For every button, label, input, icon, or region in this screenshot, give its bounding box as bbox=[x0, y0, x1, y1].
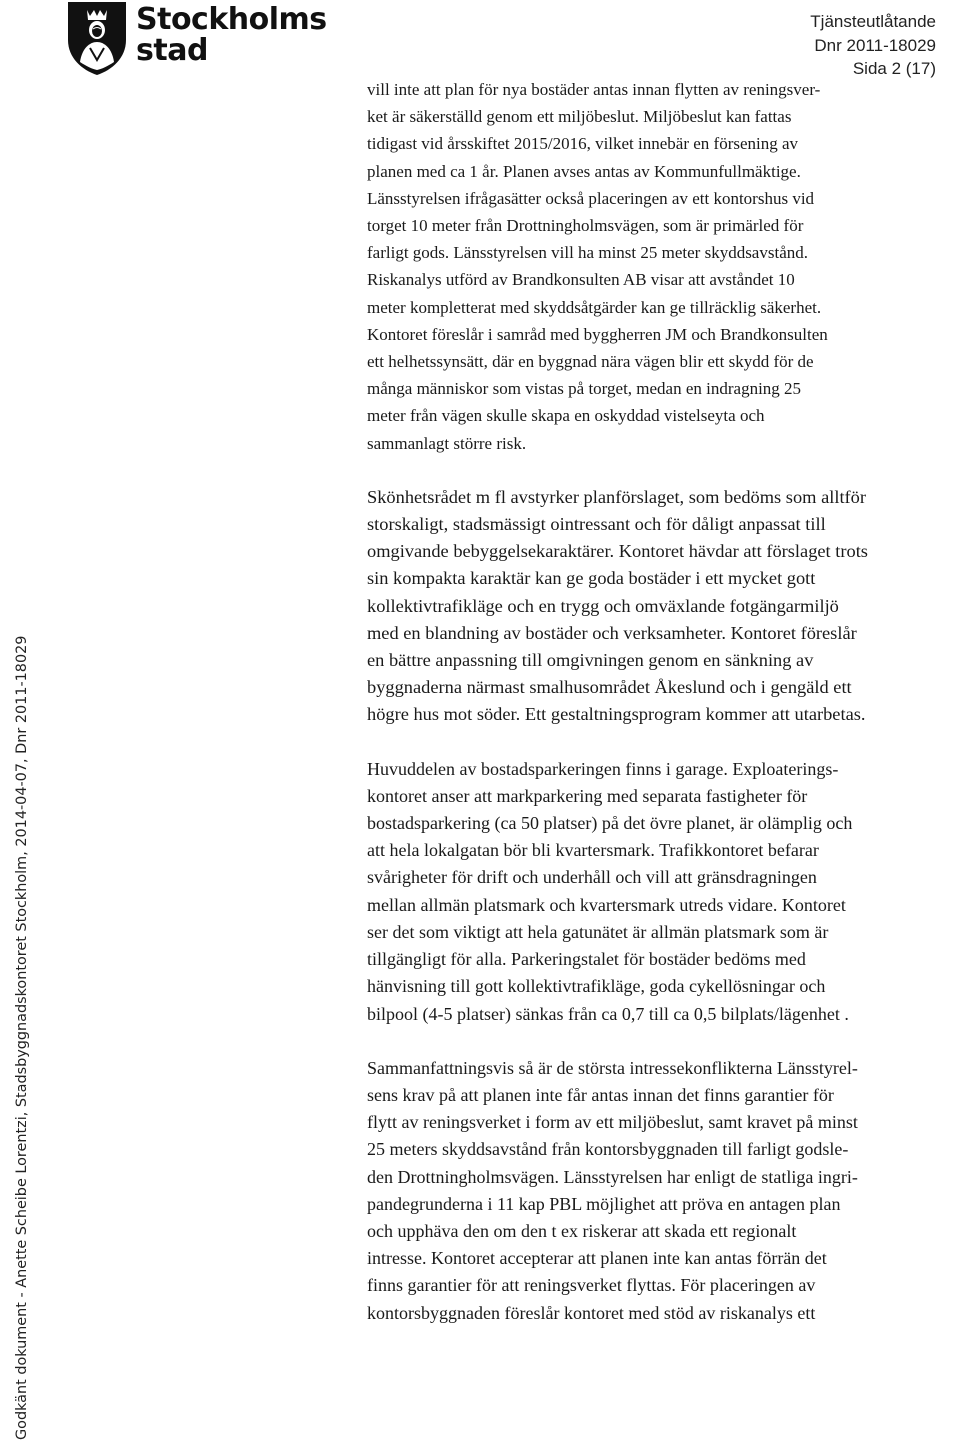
text-line: byggnaderna närmast smalhusområdet Åkeslund och i gengäld ett bbox=[367, 677, 852, 698]
text-line: vill inte att plan för nya bostäder antas innan flytten av reningsver- bbox=[367, 80, 821, 99]
paragraph bbox=[367, 1055, 959, 1327]
text-line: pandegrunderna i 11 kap PBL möjlighet att pröva en antagen plan bbox=[367, 1193, 841, 1214]
text-line: ser det som viktigt att hela gatunätet är allmän platsmark som är bbox=[367, 921, 829, 942]
text-line: den Drottningholmsvägen. Länsstyrelsen har enligt de statliga ingri- bbox=[367, 1166, 858, 1187]
approval-stamp: Godkänt dokument - Anette Scheibe Lorentzi, Stadsbyggnadskontoret Stockholm, 2014-04-07, Dnr 2011-18029 bbox=[14, 635, 30, 1440]
text-line: omgivande bebyggelsekaraktärer. Kontoret hävdar att förslaget trots bbox=[367, 541, 868, 562]
logo-line-1: Stockholms bbox=[136, 2, 327, 37]
text-line: tillgängligt för alla. Parkeringstalet för bostäder bedöms med bbox=[367, 949, 806, 970]
text-line: svårigheter för drift och underhåll och vill att gränsdragningen bbox=[367, 867, 817, 888]
stockholms-stad-logo bbox=[66, 0, 327, 76]
text-line: kollektivtrafikläge och en trygg och omväxlande fotgängarmiljö bbox=[367, 595, 839, 616]
text-line: Länsstyrelsen ifrågasätter också placeringen av ett kontorshus vid bbox=[367, 188, 815, 208]
document-body bbox=[367, 76, 959, 1327]
text-line: 25 meters skyddsavstånd från kontorsbyggnaden till farligt godsle- bbox=[367, 1139, 849, 1160]
text-line: torget 10 meter från Drottningholmsvägen, som är primärled för bbox=[367, 216, 804, 236]
text-line: Sammanfattningsvis så är de största intressekonflikterna Länsstyrel- bbox=[367, 1057, 858, 1078]
text-line: sin kompakta karaktär kan ge goda bostäder i ett mycket gott bbox=[367, 568, 816, 589]
text-line: finns garantier för att reningsverket flyttas. För placeringen av bbox=[367, 1275, 816, 1296]
text-line: flytt av reningsverket i form av ett miljöbeslut, samt kravet på minst bbox=[367, 1112, 858, 1133]
text-line: bilpool (4-5 platser) sänkas från ca 0,7 till ca 0,5 bilplats/lägenhet . bbox=[367, 1003, 849, 1024]
document-number: Dnr 2011-18029 bbox=[814, 35, 936, 55]
text-line: kontoret anser att markparkering med separata fastigheter för bbox=[367, 785, 808, 806]
text-line: sammanlagt större risk. bbox=[367, 433, 527, 453]
paragraph bbox=[367, 76, 959, 457]
text-line: Huvuddelen av bostadsparkeringen finns i garage. Exploaterings- bbox=[367, 758, 839, 779]
text-line: planen med ca 1 år. Planen avses antas av Kommunfullmäktige. bbox=[367, 161, 801, 181]
text-line: bostadsparkering (ca 50 platser) på det övre planet, är olämplig och bbox=[367, 813, 853, 834]
page-number: Sida 2 (17) bbox=[852, 59, 936, 78]
text-line: meter kompletterat med skyddsåtgärder kan ge tillräcklig säkerhet. bbox=[367, 297, 822, 317]
text-line: att hela lokalgatan bör bli kvartersmark. Trafikkontoret befarar bbox=[367, 840, 819, 861]
text-line: ett helhetssynsätt, där en byggnad nära vägen blir ett skydd för de bbox=[367, 352, 814, 372]
text-line: mellan allmän platsmark och kvartersmark utreds vidare. Kontoret bbox=[367, 894, 846, 915]
text-line: en bättre anpassning till omgivningen genom en sänkning av bbox=[367, 650, 814, 671]
logo-wordmark bbox=[136, 4, 327, 66]
paragraph bbox=[367, 484, 959, 729]
text-line: högre hus mot söder. Ett gestaltningsprogram kommer att utarbetas. bbox=[367, 704, 866, 725]
text-line: sens krav på att planen inte får antas innan det finns garantier för bbox=[367, 1084, 834, 1105]
text-line: många människor som vistas på torget, medan en indragning 25 bbox=[367, 379, 802, 399]
text-line: ket är säkerställd genom ett miljöbeslut. Miljöbeslut kan fattas bbox=[367, 107, 792, 127]
text-line: med en blandning av bostäder och verksamheter. Kontoret föreslår bbox=[367, 622, 857, 643]
document-type: Tjänsteutlåtande bbox=[810, 12, 936, 31]
text-line: hänvisning till gott kollektivtrafikläge, goda cykellösningar och bbox=[367, 976, 826, 997]
text-line: Kontoret föreslår i samråd med byggherren JM och Brandkonsulten bbox=[367, 324, 828, 344]
document-header bbox=[810, 10, 936, 81]
text-line: storskaligt, stadsmässigt ointressant och för dåligt anpassat till bbox=[367, 514, 826, 535]
text-line: meter från vägen skulle skapa en oskyddad vistelseyta och bbox=[367, 406, 765, 426]
text-line: och upphäva den om den t ex riskerar att skada ett regionalt bbox=[367, 1220, 797, 1241]
text-line: Riskanalys utförd av Brandkonsulten AB visar att avståndet 10 bbox=[367, 270, 795, 290]
logo-line-2: stad bbox=[136, 33, 208, 68]
text-line: Skönhetsrådet m fl avstyrker planförslaget, som bedöms som alltför bbox=[367, 486, 866, 507]
city-shield-icon bbox=[66, 0, 128, 76]
text-line: kontorsbyggnaden föreslår kontoret med stöd av riskanalys ett bbox=[367, 1302, 816, 1323]
text-line: intresse. Kontoret accepterar att planen inte kan antas förrän det bbox=[367, 1248, 827, 1269]
paragraph bbox=[367, 756, 959, 1028]
text-line: farligt gods. Länsstyrelsen vill ha minst 25 meter skyddsavstånd. bbox=[367, 243, 808, 263]
text-line: tidigast vid årsskiftet 2015/2016, vilket innebär en försening av bbox=[367, 134, 799, 154]
